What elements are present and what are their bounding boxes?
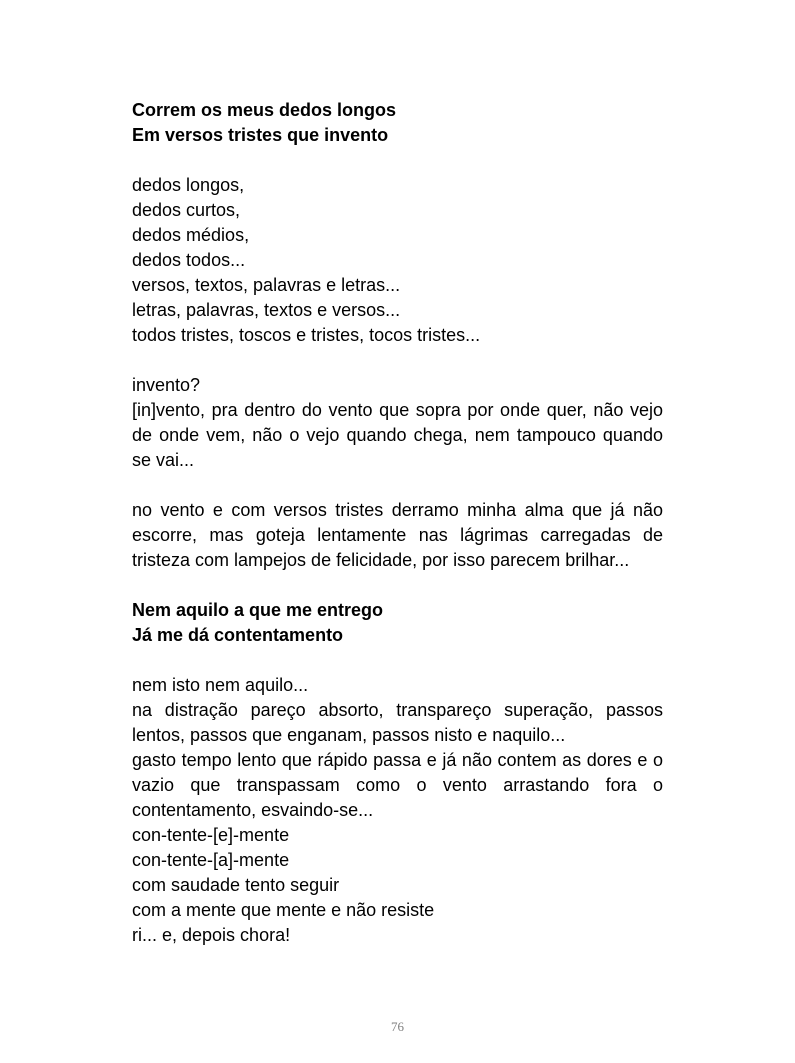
stanza-4-line-1: nem isto nem aquilo... — [132, 675, 309, 695]
stanza-4-paragraph-1: na distração pareço absorto, transpareço superação, passos lentos, passos que enganam, passos nisto e naquilo... — [132, 700, 663, 745]
stanza-4-paragraph-2: gasto tempo lento que rápido passa e já não contem as dores e o vazio que transpassam como o vento arrastando fora o contentamento, esvaindo-se... — [132, 750, 663, 820]
heading-2 — [132, 598, 663, 648]
heading-1-line-2: Em versos tristes que invento — [132, 125, 389, 145]
stanza-2 — [132, 373, 663, 473]
stanza-1-line: versos, textos, palavras e letras... — [132, 275, 401, 295]
stanza-1-line: dedos médios, — [132, 225, 250, 245]
heading-1 — [132, 98, 663, 148]
page-number: 76 — [391, 1019, 404, 1034]
poem-page — [132, 98, 663, 973]
stanza-2-paragraph: [in]vento, pra dentro do vento que sopra por onde quer, não vejo de onde vem, não o vejo quando chega, nem tampouco quando se vai... — [132, 400, 663, 470]
heading-1-line-1: Correm os meus dedos longos — [132, 100, 397, 120]
stanza-4 — [132, 673, 663, 948]
stanza-1-line: dedos todos... — [132, 250, 246, 270]
stanza-2-line-1: invento? — [132, 375, 201, 395]
heading-2-line-1: Nem aquilo a que me entrego — [132, 600, 384, 620]
stanza-1 — [132, 173, 663, 348]
stanza-1-line: dedos curtos, — [132, 200, 241, 220]
stanza-4-line: ri... e, depois chora! — [132, 925, 291, 945]
stanza-3-paragraph: no vento e com versos tristes derramo minha alma que já não escorre, mas goteja lentamente nas lágrimas carregadas de tristeza com lampejos de felicidade, por isso parecem brilhar... — [132, 500, 663, 570]
stanza-4-line: con-tente-[e]-mente — [132, 825, 290, 845]
stanza-1-line: dedos longos, — [132, 175, 245, 195]
stanza-4-line: com saudade tento seguir — [132, 875, 340, 895]
stanza-3 — [132, 498, 663, 573]
stanza-4-line: com a mente que mente e não resiste — [132, 900, 435, 920]
stanza-1-line: todos tristes, toscos e tristes, tocos tristes... — [132, 325, 481, 345]
stanza-4-line: con-tente-[a]-mente — [132, 850, 290, 870]
stanza-1-line: letras, palavras, textos e versos... — [132, 300, 401, 320]
heading-2-line-2: Já me dá contentamento — [132, 625, 344, 645]
